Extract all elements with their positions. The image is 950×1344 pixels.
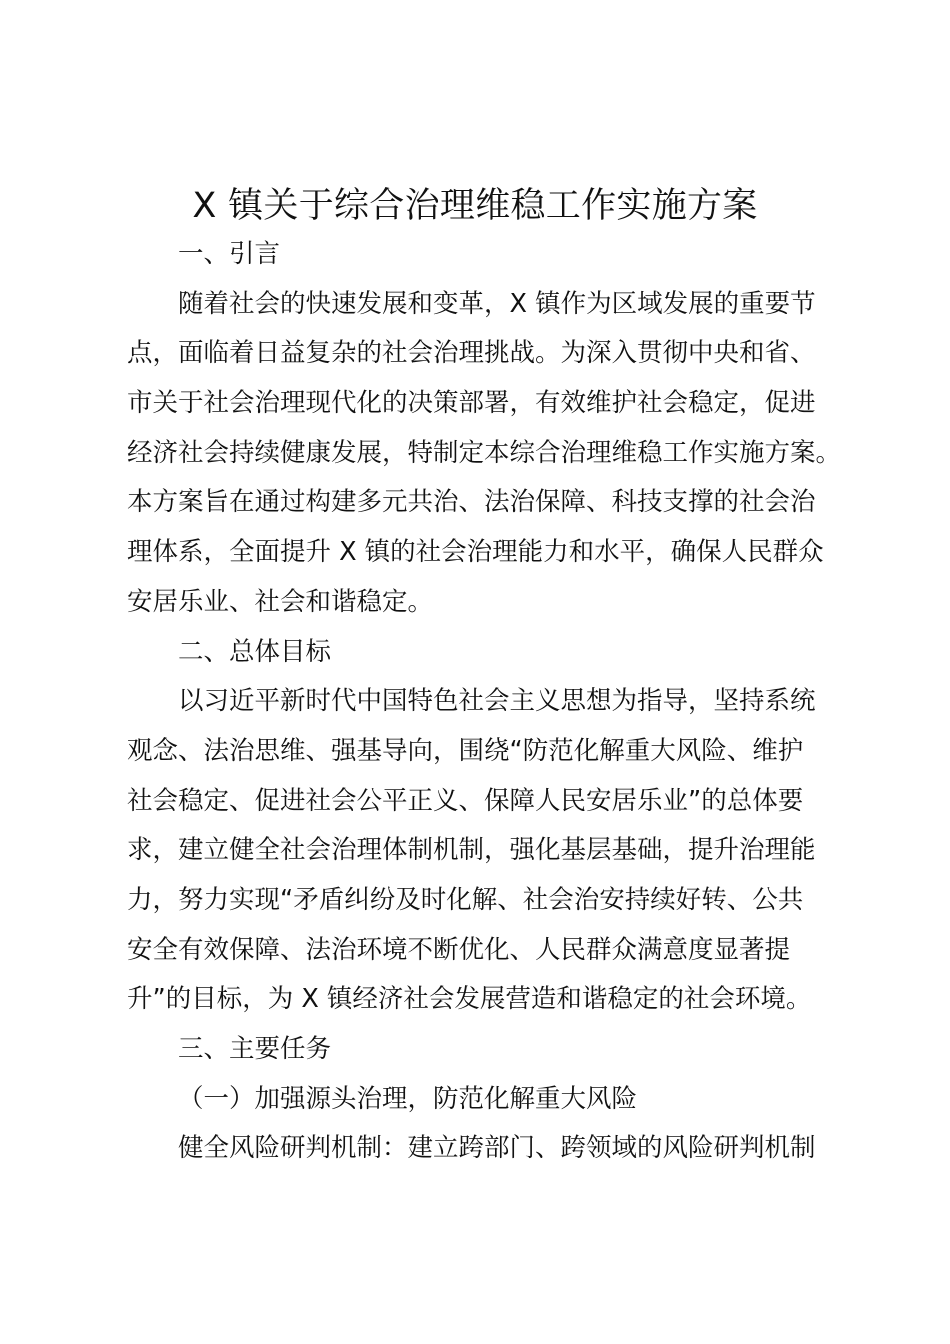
document-title: X 镇关于综合治理维稳工作实施方案 (192, 186, 758, 226)
paragraph-line: 点，面临着日益复杂的社会治理挑战。为深入贯彻中央和省、 (127, 338, 816, 369)
paragraph-line: 求，建立健全社会治理体制机制，强化基层基础，提升治理能 (127, 835, 816, 866)
paragraph-line: 社会稳定、促进社会公平正义、保障人民安居乐业”的总体要 (127, 785, 804, 816)
document-body (127, 230, 842, 1174)
paragraph-line: 升”的目标，为 X 镇经济社会发展营造和谐稳定的社会环境。 (127, 984, 812, 1015)
paragraph-line: 安居乐业、社会和谐稳定。 (127, 586, 434, 617)
paragraph-line: 随着社会的快速发展和变革，X 镇作为区域发展的重要节 (178, 288, 816, 319)
paragraph-line: 本方案旨在通过构建多元共治、法治保障、科技支撑的社会治 (127, 487, 816, 518)
paragraph-line: 安全有效保障、法治环境不断优化、人民群众满意度显著提 (127, 934, 791, 965)
paragraph-line: 观念、法治思维、强基导向，围绕“防范化解重大风险、维护 (127, 735, 804, 766)
paragraph-line: 健全风险研判机制：建立跨部门、跨领域的风险研判机制 (178, 1133, 816, 1164)
paragraph-line: 理体系，全面提升 X 镇的社会治理能力和水平，确保人民群众 (127, 537, 824, 568)
paragraph-line: 市关于社会治理现代化的决策部署，有效维护社会稳定，促进 (127, 388, 816, 419)
subsection-heading: （一）加强源头治理，防范化解重大风险 (178, 1083, 638, 1114)
section-heading-introduction: 一、引言 (178, 239, 281, 269)
paragraph-line: 力，努力实现“矛盾纠纷及时化解、社会治安持续好转、公共 (127, 884, 804, 915)
paragraph-line: 经济社会持续健康发展，特制定本综合治理维稳工作实施方案。 (127, 437, 842, 468)
section-heading-main-tasks: 三、主要任务 (178, 1034, 332, 1064)
section-heading-overall-goals: 二、总体目标 (178, 636, 332, 667)
paragraph-line: 以习近平新时代中国特色社会主义思想为指导，坚持系统 (178, 686, 816, 717)
